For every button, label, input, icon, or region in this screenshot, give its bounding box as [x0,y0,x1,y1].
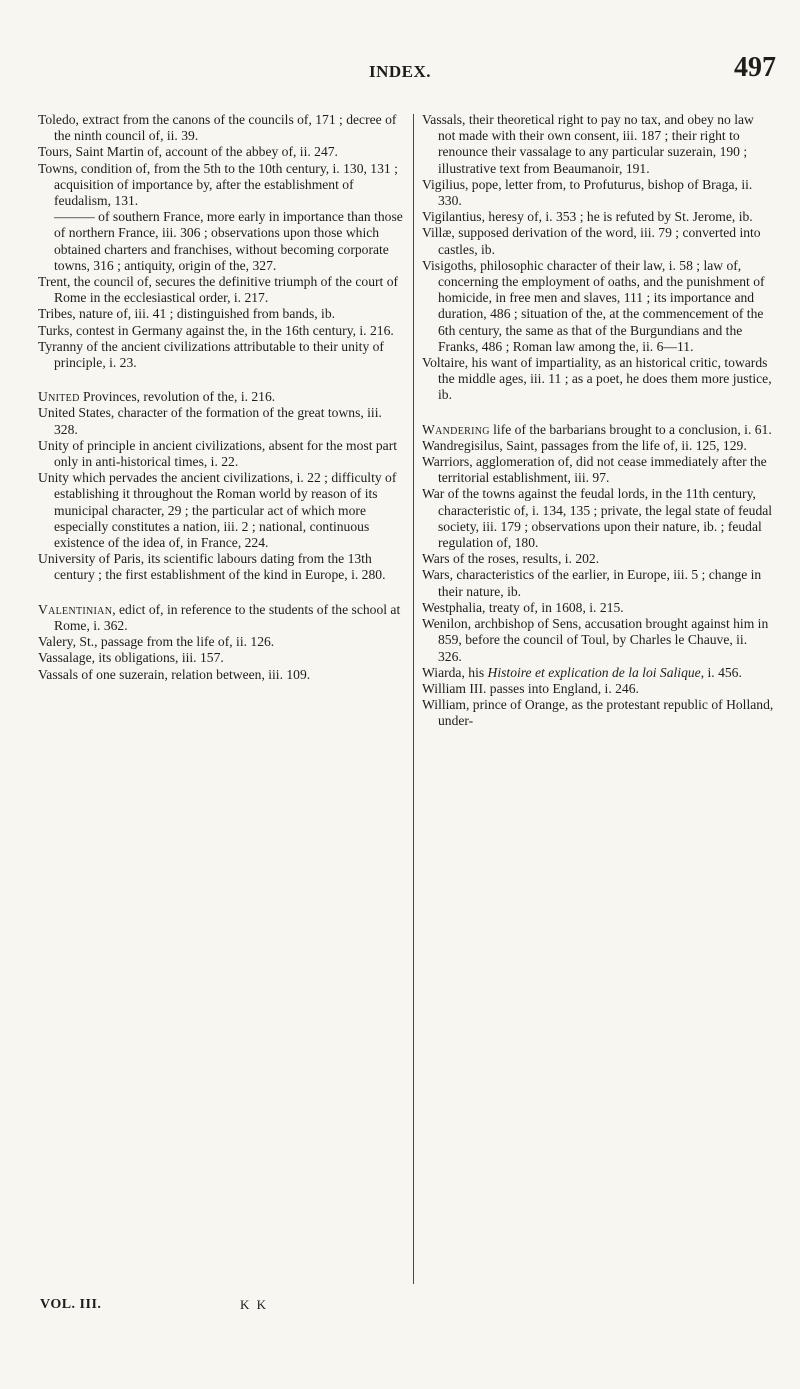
index-entry: War of the towns against the feudal lords, in the 11th century, characteristic of, i. 134, 135 ; private, the legal state of feudal society, iii. 179 ; observations upon their nature, ib. ; feudal regulation of, 180. [422,486,773,551]
index-column-left [38,112,404,1272]
index-entry: Voltaire, his want of impartiality, as an historical critic, towards the middle ages, iii. 11 ; as a poet, he does them more justice, ib. [422,355,772,403]
index-entry: University of Paris, its scientific labours dating from the 13th century ; the first establishment of the kind in Europe, i. 280. [38,551,386,583]
index-entry: Wenilon, archbishop of Sens, accusation brought against him in 859, before the council of Toul, by Charles le Chauve, ii. 326. [422,616,769,664]
index-entry-text: life of the barbarians brought to a conclusion, i. 61. [489,421,772,437]
index-entry [422,422,774,438]
index-entry: Towns, condition of, from the 5th to the 10th century, i. 130, 131 ; acquisition of importance by, after the establishment of feudalism, 131. [38,160,398,209]
index-entry: Valery, St., passage from the life of, ii. 126. [38,634,275,650]
cited-work-title: Histoire et explication de la loi Salique [487,664,701,680]
index-entry: Tours, Saint Martin of, account of the abbey of, ii. 247. [38,144,338,160]
index-entry [38,389,404,405]
index-entry: Unity of principle in ancient civilizations, absent for the most part only in anti-historical times, i. 22. [38,437,398,470]
letter-section-gap [422,404,774,422]
index-entry: Vassals, their theoretical right to pay no tax, and obey no law not made with their own consent, iii. 187 ; their right to renounce their vassalage to any particular suzerain, 190 ; illustrative text from Beaumanoir, 191. [422,112,754,176]
index-entry: Wars of the roses, results, i. 202. [422,551,600,567]
page-number: 497 [734,52,776,83]
index-entry: United States, character of the formation of the great towns, iii. 328. [38,405,382,437]
index-entry: Vigilius, pope, letter from, to Profuturus, bishop of Braga, ii. 330. [422,176,753,209]
index-entry: Trent, the council of, secures the definitive triumph of the court of Rome in the ecclesiastical order, i. 217. [38,274,399,306]
index-entry: Unity which pervades the ancient civilizations, i. 22 ; difficulty of establishing it throughout the Roman world by reason of its municipal character, 29 ; the particular act of which more especially constitutes a nation, iii. 2 ; national, continuous existence of the idea of, in France, 224. [38,470,397,551]
index-entry-text: Provinces, revolution of the, i. 216. [79,389,276,405]
index-entry-text: , edict of, in reference to the students of the school at Rome, i. 362. [54,601,401,633]
running-title: INDEX. [368,62,432,81]
letter-lead-word: Wandering [422,421,490,437]
index-entry: Vassalage, its obligations, iii. 157. [38,650,224,666]
index-entry: Visigoths, philosophic character of their law, i. 58 ; law of, concerning the employment of oaths, and the punishment of homicide, in free men and slaves, 111 ; its importance and duration, 486 ; situation of the, at the commencement of the 6th century, the same as that of the Burgundians and the Franks, 486 ; Roman law among the, ii. 6—11. [422,257,765,354]
index-entry: Turks, contest in Germany against the, in the 16th century, i. 216. [38,322,394,338]
index-entry: Tribes, nature of, iii. 41 ; distinguished from bands, ib. [38,306,336,322]
index-entry: Wars, characteristics of the earlier, in Europe, iii. 5 ; change in their nature, ib. [422,567,762,599]
index-column-right [422,112,774,1272]
index-entry: ——— of southern France, more early in importance than those of northern France, iii. 306 ; observations upon those which obtained charters and franchises, without becoming corporate towns, 316 ; antiquity, origin of the, 327. [54,209,403,273]
letter-lead-word: United [38,389,80,405]
page-header [0,50,800,84]
letter-section-gap [38,584,404,602]
index-entry: William, prince of Orange, as the protestant republic of Holland, under- [422,697,774,729]
index-entry: William III. passes into England, i. 246. [422,680,639,696]
signature-mark: K K [240,1297,269,1312]
index-entry: Warriors, agglomeration of, did not cease immediately after the territorial establishment, iii. 97. [422,454,767,486]
index-entry: Tyranny of the ancient civilizations attributable to their unity of principle, i. 23. [38,338,384,371]
index-entry [38,602,404,634]
index-entry: Villæ, supposed derivation of the word, iii. 79 ; converted into castles, ib. [422,225,761,257]
index-entry: Toledo, extract from the canons of the councils of, 171 ; decree of the ninth council of, ii. 39. [38,112,397,144]
index-entry-text: , i. 456. [700,664,742,680]
index-entry [422,665,774,681]
volume-label: VOL. III. [40,1297,102,1312]
index-entry-text: , his [461,664,488,680]
letter-section-gap [38,371,404,389]
index-entry: Wandregisilus, Saint, passages from the life of, ii. 125, 129. [422,437,747,453]
index-entry-text: Wiarda [422,664,462,680]
column-divider [413,114,414,1284]
index-entry: Vassals of one suzerain, relation between, iii. 109. [38,666,311,682]
page-footer [40,1297,440,1321]
letter-lead-word: Valentinian [38,601,113,617]
index-entry: Vigilantius, heresy of, i. 353 ; he is refuted by St. Jerome, ib. [422,209,753,225]
index-entry: Westphalia, treaty of, in 1608, i. 215. [422,599,624,615]
